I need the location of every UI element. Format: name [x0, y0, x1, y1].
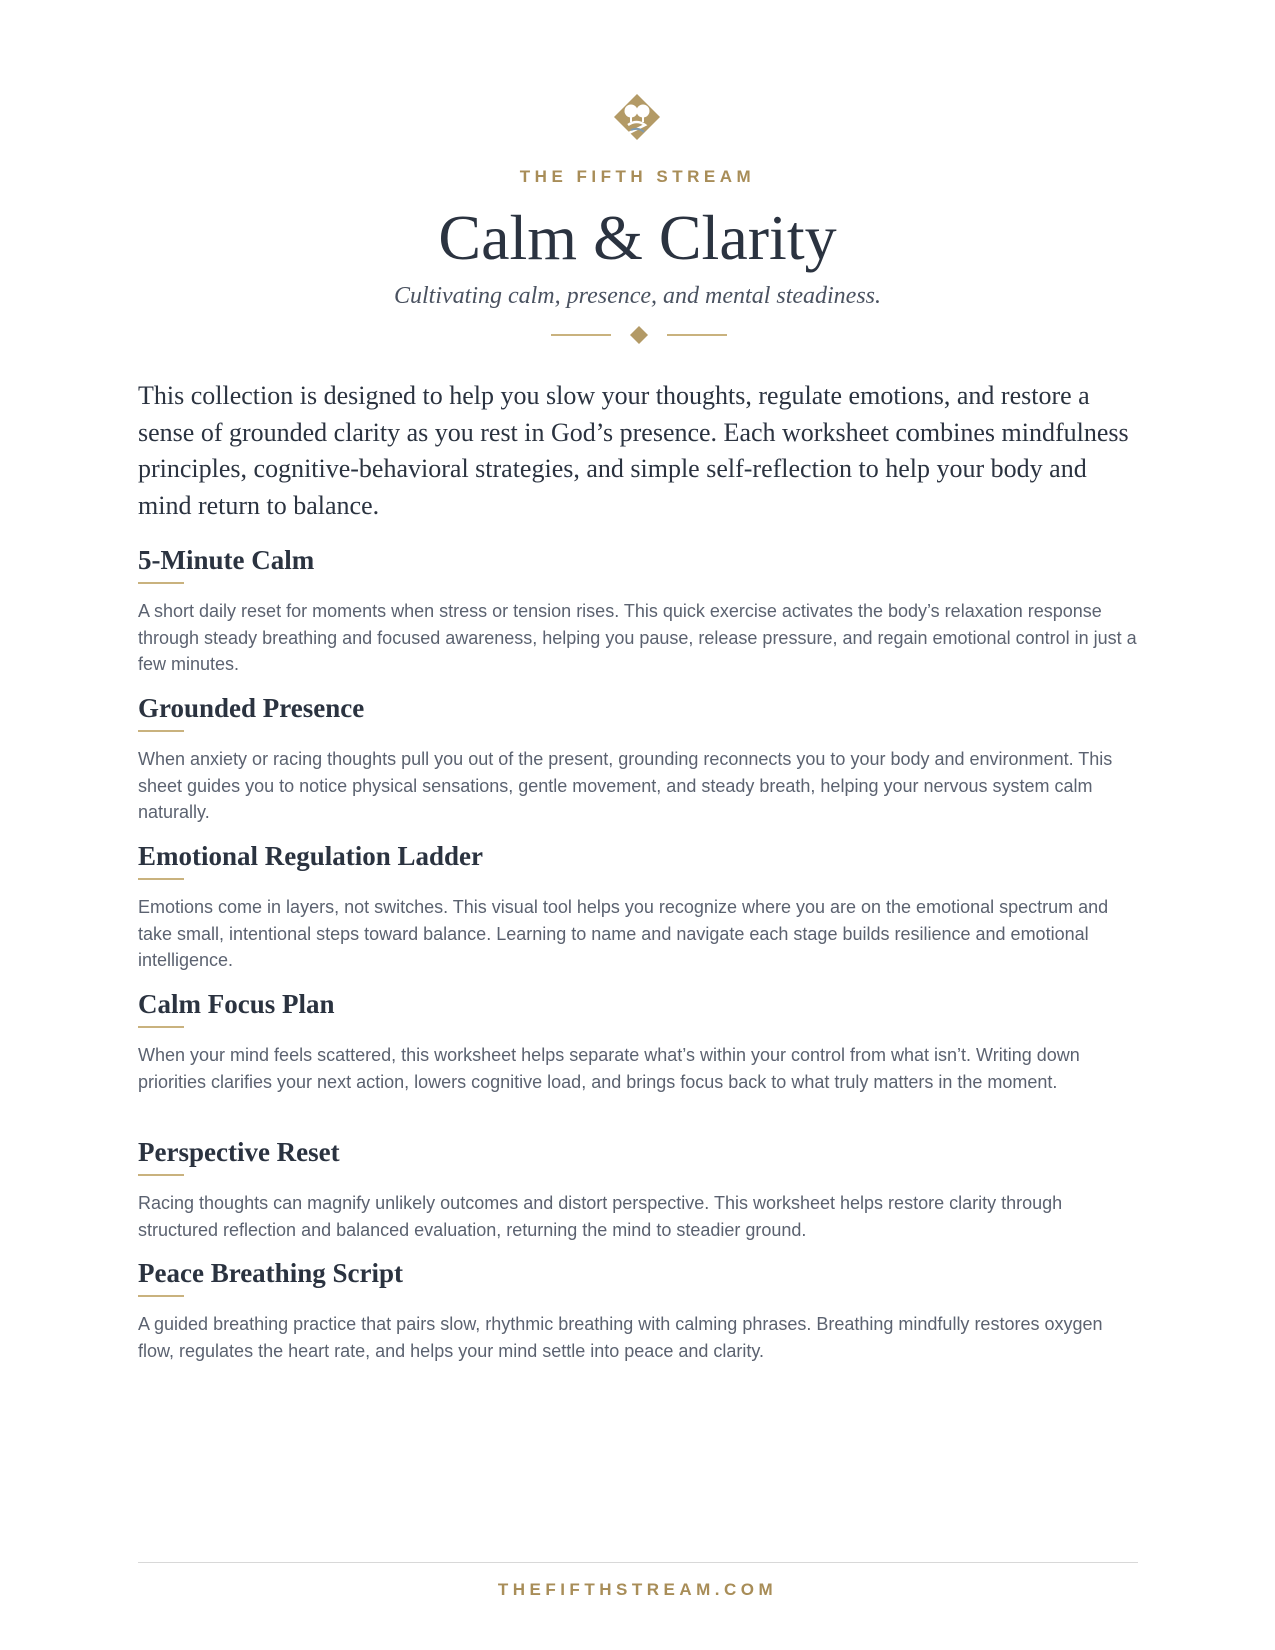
- section-description: When anxiety or racing thoughts pull you out of the present, grounding reconnects you to your body and environment. This sheet guides you to notice physical sensations, gentle movement, and steady breath, helping your nervous system calm naturally.: [138, 749, 1113, 822]
- heading-underline: [138, 730, 184, 732]
- footer-divider: [138, 1562, 1138, 1563]
- section-heading: Grounded Presence: [138, 693, 365, 723]
- section-heading: 5-Minute Calm: [138, 545, 315, 575]
- heading-underline: [138, 1174, 184, 1176]
- section-description: A guided breathing practice that pairs slow, rhythmic breathing with calming phrases. Breathing mindfully restores oxygen flow, regulates the heart rate, and helps your mind settle into peace and clarity.: [138, 1314, 1103, 1361]
- section-description: When your mind feels scattered, this worksheet helps separate what’s within your control from what isn’t. Writing down priorities clarifies your next action, lowers cognitive load, and brings focus back to what truly matters in the moment.: [138, 1045, 1080, 1092]
- footer-website-link[interactable]: THEFIFTHSTREAM.COM: [497, 1580, 778, 1599]
- section-heading: Peace Breathing Script: [138, 1258, 403, 1288]
- heading-underline: [138, 1026, 184, 1028]
- section-description: Emotions come in layers, not switches. This visual tool helps you recognize where you are on the emotional spectrum and take small, intentional steps toward balance. Learning to name and navigate each stage builds resilience and emotional intelligence.: [138, 897, 1109, 970]
- section-heading: Calm Focus Plan: [138, 989, 335, 1019]
- page-title: Calm & Clarity: [438, 202, 837, 273]
- section-heading: Emotional Regulation Ladder: [138, 841, 484, 871]
- page-subtitle: Cultivating calm, presence, and mental steadiness.: [393, 283, 882, 309]
- heading-underline: [138, 582, 184, 584]
- section-perspective-reset: [138, 1136, 1138, 1243]
- section-peace-breathing-script: [138, 1257, 1138, 1364]
- section-description: A short daily reset for moments when stress or tension rises. This quick exercise activates the body’s relaxation response through steady breathing and focused awareness, helping you pause, release pressure, and regain emotional control in just a few minutes.: [138, 601, 1137, 674]
- section-heading: Perspective Reset: [138, 1137, 340, 1167]
- intro-paragraph: This collection is designed to help you slow your thoughts, regulate emotions, and restore a sense of grounded clarity as you rest in God’s presence. Each worksheet combines mindfulness principles, cognitive-behavioral strategies, and simple self-reflection to help your body and mind return to balance.: [138, 381, 1129, 520]
- section-5-minute-calm: [138, 544, 1138, 678]
- brand-logo-icon: [612, 92, 662, 142]
- section-calm-focus-plan: [138, 988, 1138, 1095]
- brand-name: THE FIFTH STREAM: [519, 167, 756, 186]
- heading-underline: [138, 878, 184, 880]
- diamond-divider-icon: [551, 326, 727, 344]
- section-grounded-presence: [138, 692, 1138, 826]
- heading-underline: [138, 1295, 184, 1297]
- section-description: Racing thoughts can magnify unlikely outcomes and distort perspective. This worksheet helps restore clarity through structured reflection and balanced evaluation, returning the mind to steadier ground.: [138, 1193, 1063, 1240]
- section-emotional-regulation-ladder: [138, 840, 1138, 974]
